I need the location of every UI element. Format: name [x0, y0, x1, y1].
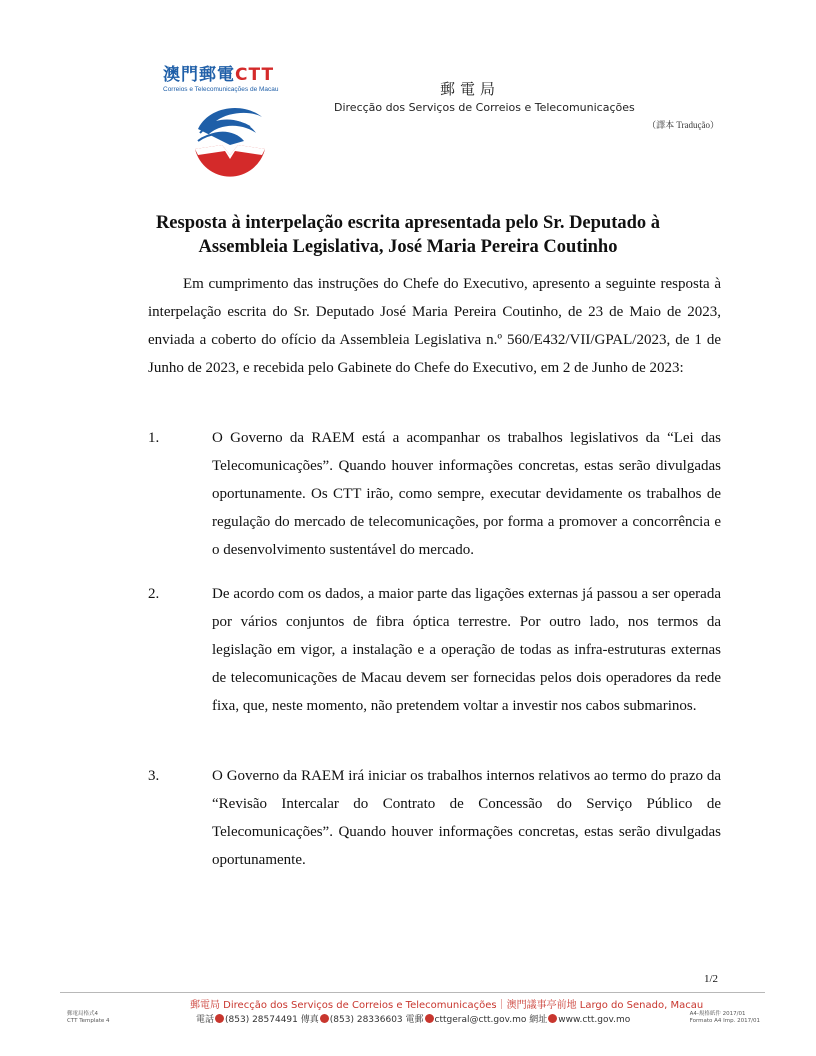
title-line-2: Assembleia Legislativa, José Maria Pereira Coutinho [198, 237, 618, 257]
intro-paragraph: Em cumprimento das instruções do Chefe do Executivo, apresento a seguinte resposta à interpelação escrita do Sr. Deputado José Maria Pereira Coutinho, de 23 de Maio de 2023, enviada a coberto do ofício da Assembleia Legislativa n.º 560/E432/VII/GPAL/2023, de 1 de Junho de 2023, e recebida pelo Gabinete do Chefe do Executivo, em 2 de Junho de 2023: [148, 276, 721, 376]
footer-template-code: 郵電局格式4 CTT Template 4 [67, 1011, 110, 1024]
department-name-pt: Direcção dos Serviços de Correios e Telecomunicações [334, 101, 635, 114]
title-line-1: Resposta à interpelação escrita apresentada pelo Sr. Deputado à [155, 213, 661, 233]
footer-address: 郵電局 Direcção dos Serviços de Correios e Telecomunicações｜澳門議事亭前地 Largo do Senado, Macau [190, 1000, 704, 1011]
phone-icon [215, 1014, 224, 1023]
item-number: 3. [148, 768, 160, 784]
page-number: 1/2 [704, 973, 719, 985]
web-icon [548, 1014, 557, 1023]
department-name-zh: 郵電局 [440, 80, 501, 98]
footer-format-code: A4-規格紙件 2017/01 Formato A4 Imp. 2017/01 [689, 1011, 760, 1024]
footer-email-link[interactable]: cttgeral@ctt.gov.mo [434, 1015, 527, 1025]
item-text: O Governo da RAEM irá iniciar os trabalhos internos relativos ao termo do prazo da “Revisão Intercalar do Contrato de Concessão do Serviço Público de Telecomunicações”. Quando houver informações concretas, estas serão divulgadas oportunamente. [212, 768, 721, 868]
item-number: 1. [148, 430, 160, 446]
logo-title: 澳門郵電CTT [163, 65, 275, 85]
list-item [148, 762, 721, 874]
footer-web-link[interactable]: www.ctt.gov.mo [558, 1015, 631, 1025]
item-number: 2. [148, 586, 160, 602]
footer-divider [60, 992, 765, 993]
list-item [148, 580, 721, 720]
footer-contacts: 電話 (853) 28574491 傳真 (853) 28336603 電郵 cttgeral@ctt.gov.mo 網址 www.ctt.gov.mo [196, 1015, 631, 1025]
item-text: De acordo com os dados, a maior parte das ligações externas já passou a ser operada por vários conjuntos de fibra óptica terrestre. Por outro lado, nos termos da legislação em vigor, a instalação e a operação de todas as infra-estruturas externas de telecomunicações de Macau devem ser fornecidas pelos dois operadores da rede fixa, que, neste momento, não pretendem voltar a investir nos cabos submarinos. [212, 586, 721, 714]
logo-subtitle: Correios e Telecomunicações de Macau [163, 86, 279, 93]
fax-icon [320, 1014, 329, 1023]
list-item [148, 424, 721, 564]
email-icon [425, 1014, 434, 1023]
item-text: O Governo da RAEM está a acompanhar os trabalhos legislativos da “Lei das Telecomunicações”. Quando houver informações concretas, estas serão divulgadas oportunamente. Os CTT irão, como sempre, executar devidamente os trabalhos de regulação do mercado de telecomunicações, por forma a promover a concorrência e o desenvolvimento sustentável do mercado. [212, 430, 721, 558]
ctt-emblem-icon [190, 99, 270, 181]
ctt-logo [163, 60, 303, 93]
document-title [130, 211, 686, 259]
translation-note: （譯本 Tradução） [647, 120, 719, 130]
